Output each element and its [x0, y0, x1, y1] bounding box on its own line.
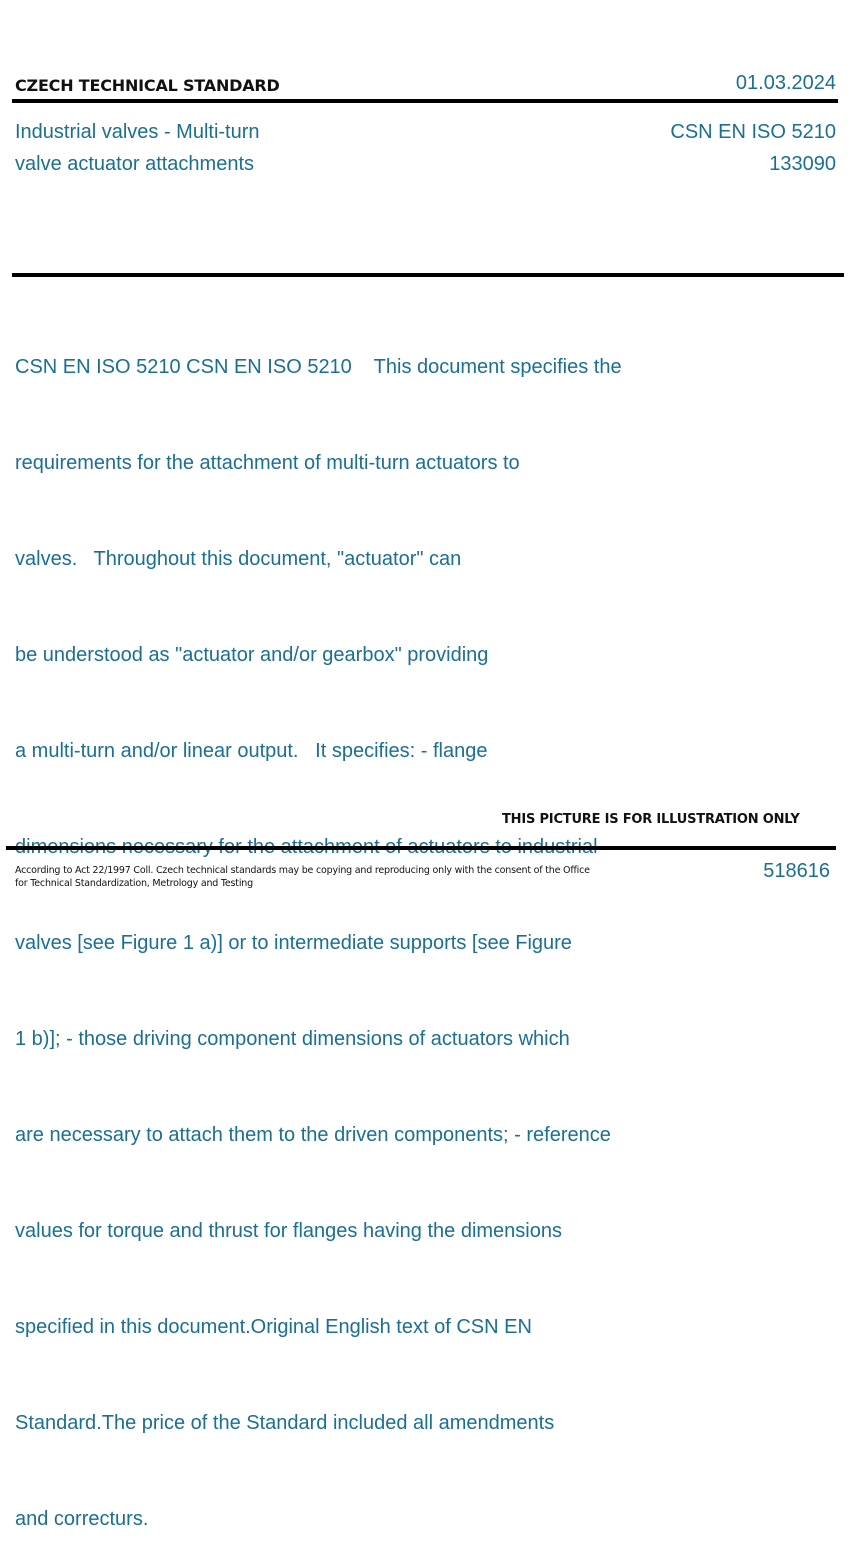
abstract-line: CSN EN ISO 5210 CSN EN ISO 5210 This document specifies the	[15, 356, 622, 378]
abstract-line: values for torque and thrust for flanges having the dimensions	[15, 1220, 562, 1242]
abstract-line: requirements for the attachment of multi-turn actuators to	[15, 452, 520, 474]
abstract-line: Standard.The price of the Standard included all amendments	[15, 1412, 555, 1434]
standard-code: CSN EN ISO 5210	[670, 121, 836, 143]
abstract-line: are necessary to attach them to the driven components; - reference	[15, 1124, 611, 1146]
abstract-line: be understood as "actuator and/or gearbox" providing	[15, 644, 489, 666]
illustration-note: THIS PICTURE IS FOR ILLUSTRATION ONLY	[502, 812, 800, 827]
abstract-line: 1 b)]; - those driving component dimensions of actuators which	[15, 1028, 570, 1050]
standard-title-line: Industrial valves - Multi-turn	[15, 121, 260, 143]
abstract-line: specified in this document.Original English text of CSN EN	[15, 1316, 532, 1338]
product-number: 518616	[763, 860, 830, 882]
abstract-line: valves [see Figure 1 a)] or to intermediate supports [see Figure	[15, 932, 572, 954]
classification-number: 133090	[769, 153, 836, 175]
standard-title-line: valve actuator attachments	[15, 153, 255, 175]
abstract-line: valves. Throughout this document, "actuator" can	[15, 548, 462, 570]
header-divider	[12, 99, 838, 103]
document-type-label: CZECH TECHNICAL STANDARD	[15, 76, 280, 95]
legal-line: According to Act 22/1997 Coll. Czech technical standards may be copying and reproducing only with the consent of the Office	[15, 865, 590, 876]
standard-title	[15, 116, 345, 180]
legal-line: for Technical Standardization, Metrology and Testing	[15, 878, 253, 889]
abstract-text	[15, 287, 685, 1567]
abstract-line: a multi-turn and/or linear output. It specifies: - flange	[15, 740, 488, 762]
footer-divider	[6, 846, 836, 850]
publication-date: 01.03.2024	[735, 72, 836, 94]
legal-notice	[15, 864, 595, 890]
abstract-line: and correcturs.	[15, 1508, 149, 1530]
title-divider	[12, 273, 844, 277]
standard-identifier	[670, 116, 836, 180]
